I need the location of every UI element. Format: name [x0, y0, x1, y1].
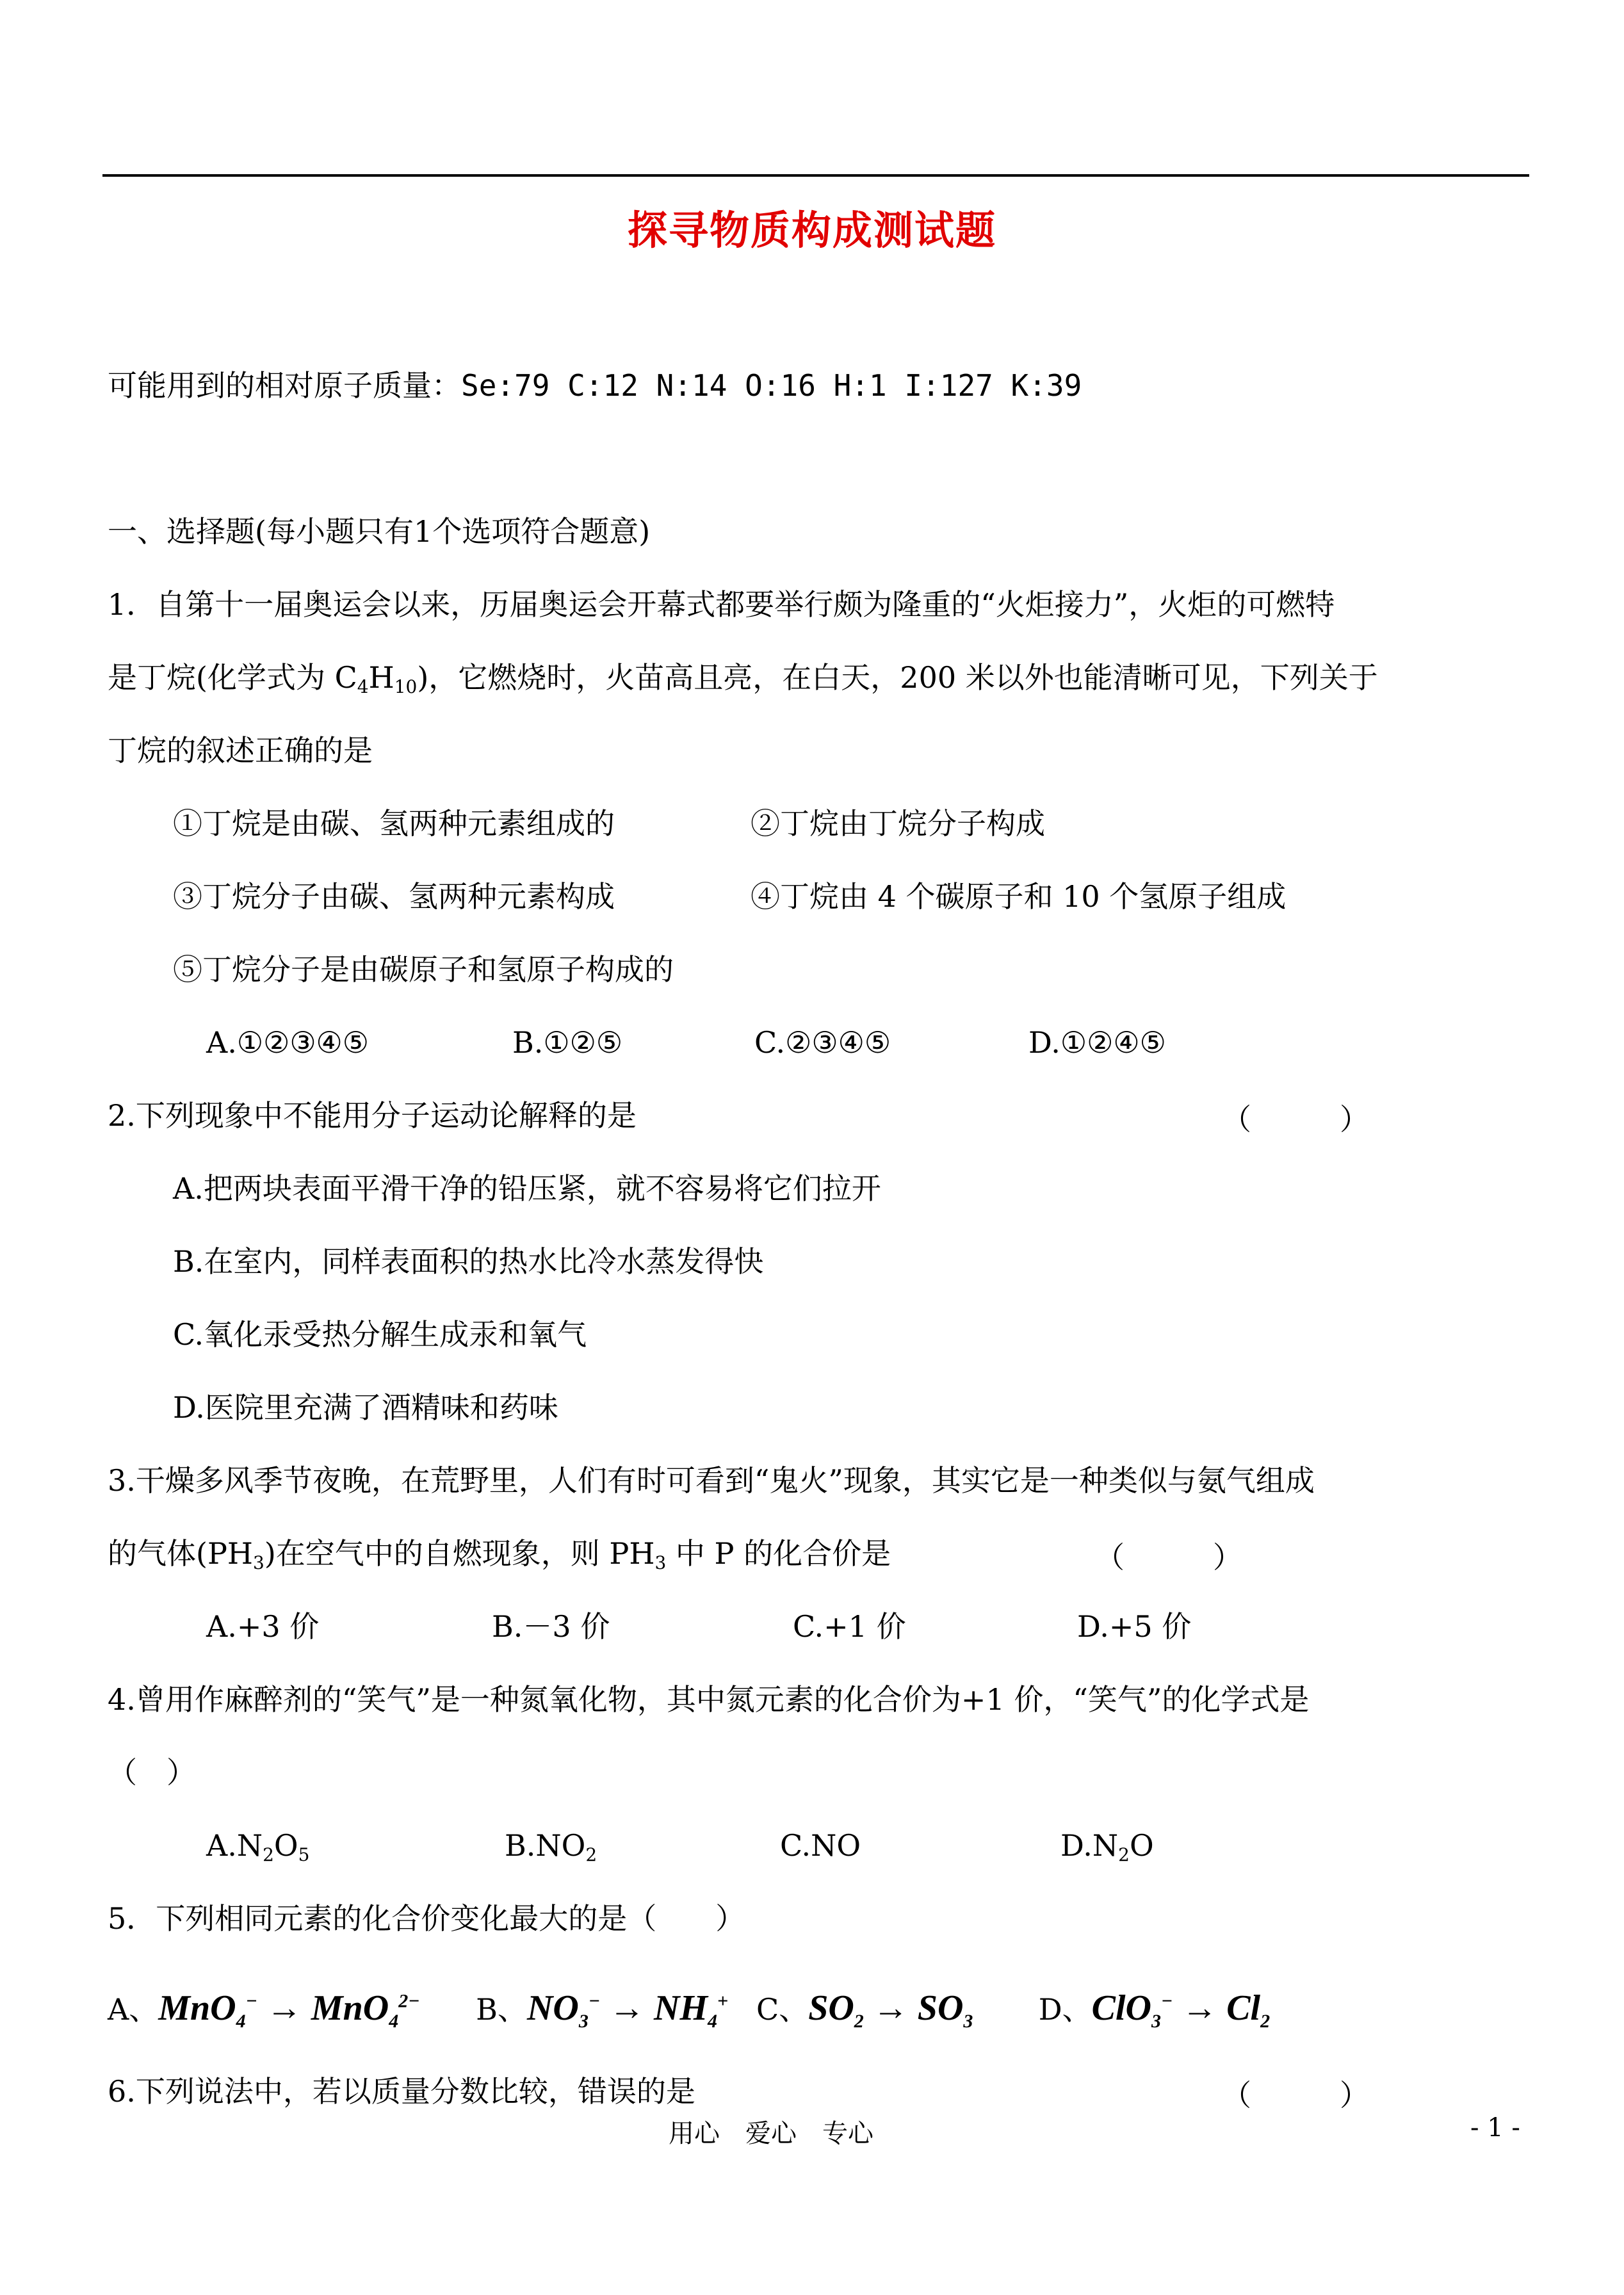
q1-statement-3: ③丁烷分子由碳、氢两种元素构成	[173, 879, 615, 914]
q6-stem: 6.下列说法中，若以质量分数比较，错误的是	[108, 2074, 695, 2109]
page-number: - 1 -	[1470, 2113, 1520, 2143]
q1-option-a: A.①②③④⑤	[206, 1025, 369, 1060]
q3-option-d: D.+5 价	[1077, 1609, 1192, 1644]
q3-line1: 3.干燥多风季节夜晚，在荒野里，人们有时可看到“鬼火”现象，其实它是一种类似与氨气组成	[108, 1463, 1315, 1498]
q3-line2: 的气体(PH3)在空气中的自燃现象，则 PH3 中 P 的化合价是	[108, 1536, 891, 1573]
q5-option-c: C、$SO_2 \to SO_3$	[756, 1988, 973, 2032]
header-rule	[102, 174, 1529, 177]
q2-option-a: A.把两块表面平滑干净的铅压紧，就不容易将它们拉开	[173, 1171, 881, 1206]
document-title: 探寻物质构成测试题	[627, 207, 996, 254]
q6-answer-blank: （ ）	[1222, 2078, 1369, 2113]
atomic-masses: 可能用到的相对原子质量：Se:79 C:12 N:14 O:16 H:1 I:127 K:39	[108, 368, 1082, 403]
q5-stem: 5．下列相同元素的化合价变化最大的是（ ）	[108, 1901, 745, 1936]
q4-option-c: C.NO	[780, 1828, 861, 1863]
q1-option-b: B.①②⑤	[512, 1025, 623, 1060]
q2-option-b: B.在室内，同样表面积的热水比冷水蒸发得快	[173, 1244, 764, 1279]
q1-line1: 1．自第十一届奥运会以来，历届奥运会开幕式都要举行颇为隆重的“火炬接力”，火炬的可燃特	[108, 587, 1335, 622]
q5-option-b: B、$NO_3^- \to NH_4^+$	[476, 1988, 729, 2032]
q1-option-d: D.①②④⑤	[1028, 1025, 1166, 1060]
q3-option-c: C.+1 价	[793, 1609, 906, 1644]
footer-motto: 用心 爱心 专心	[669, 2119, 873, 2148]
q3-option-a: A.+3 价	[206, 1609, 320, 1644]
section-heading: 一、选择题(每小题只有1个选项符合题意)	[108, 514, 651, 549]
q5-option-d: D、$ClO_3^- \to Cl_2$	[1038, 1988, 1271, 2032]
q3-option-b: B.－3 价	[492, 1609, 610, 1644]
q2-option-d: D.医院里充满了酒精味和药味	[173, 1390, 558, 1425]
q1-statement-1: ①丁烷是由碳、氢两种元素组成的	[173, 806, 615, 841]
q2-stem: 2.下列现象中不能用分子运动论解释的是	[108, 1098, 637, 1133]
q1-statement-5: ⑤丁烷分子是由碳原子和氢原子构成的	[173, 952, 674, 987]
q1-statement-4: ④丁烷由 4 个碳原子和 10 个氢原子组成	[751, 879, 1287, 914]
q1-statement-2: ②丁烷由丁烷分子构成	[751, 806, 1045, 841]
q5-option-a: A、MnO$_4$− → MnO$_4^{2-}$	[108, 1988, 420, 2032]
q3-answer-blank: （ ）	[1095, 1540, 1242, 1575]
q1-line2: 是丁烷(化学式为 C4H10)，它燃烧时，火苗高且亮，在白天，200 米以外也能清晰可见，下列关于	[108, 660, 1378, 697]
q4-option-b: B.NO2	[505, 1828, 597, 1865]
q5-options	[108, 1979, 1270, 2044]
q2-answer-blank: （ ）	[1222, 1102, 1369, 1137]
q4-option-a: A.N2O5	[206, 1828, 310, 1865]
q4-answer-blank: （ ）	[108, 1755, 196, 1790]
q2-option-c: C.氧化汞受热分解生成汞和氧气	[173, 1317, 587, 1352]
q1-option-c: C.②③④⑤	[754, 1025, 891, 1060]
q4-option-d: D.N2O	[1060, 1828, 1154, 1865]
q1-line3: 丁烷的叙述正确的是	[108, 733, 373, 768]
q4-line1: 4.曾用作麻醉剂的“笑气”是一种氮氧化物，其中氮元素的化合价为+1 价，“笑气”的化学式是	[108, 1682, 1310, 1717]
